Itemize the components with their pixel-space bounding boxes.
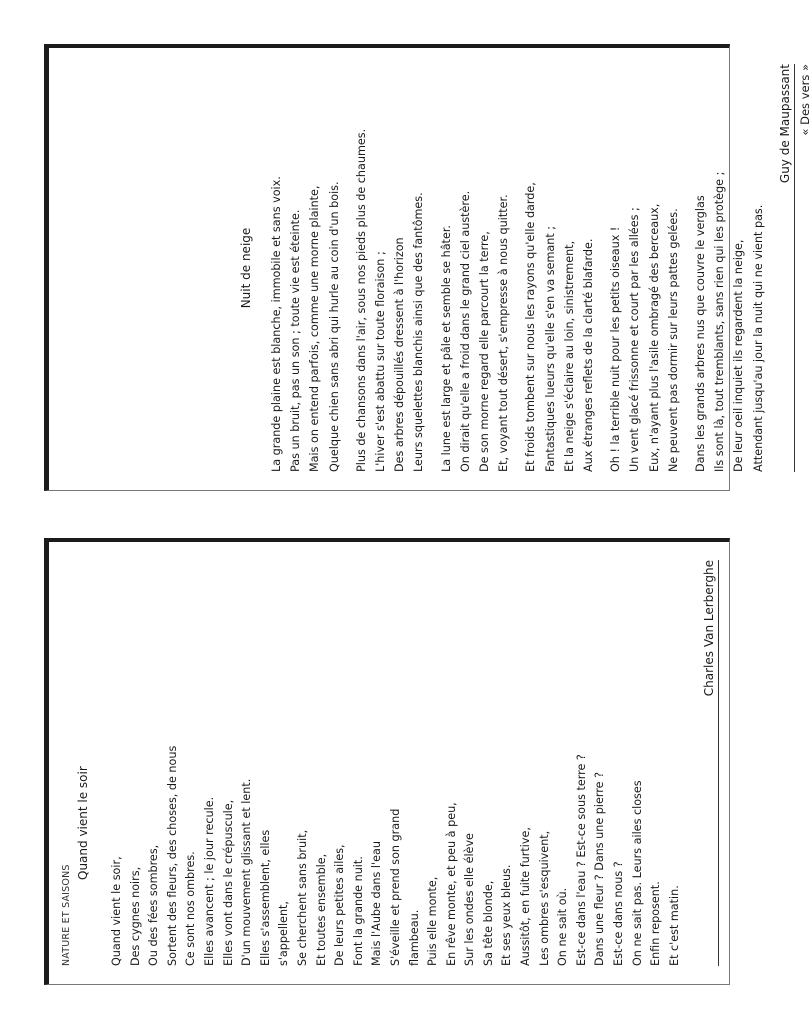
verse-line: Et, voyant tout désert, s'empresse à nous quitter. [497, 194, 511, 472]
verse-line: Elles avancent ; le jour recule. [202, 796, 216, 966]
verse-line: Plus de chansons dans l'air, sous nos pieds plus de chaumes. [354, 128, 368, 472]
verse-line: Puis elle monte, [426, 876, 440, 966]
verse-line: On ne sait pas. Leurs ailes closes [630, 780, 644, 966]
verse-line: Eux, n'ayant plus l'asile ombragé des berceaux, [647, 203, 661, 472]
verse-line: En rêve monte, et peu à peu, [444, 802, 458, 966]
verse-line: De leur oeil inquiet ils regardent la neige, [732, 239, 746, 472]
verse-line: Enfin reposent. [649, 881, 663, 966]
verse-line: La lune est large et pâle et semble se hâter. [439, 225, 453, 472]
verse-line: Font la grande nuit. [351, 856, 365, 966]
verse-line: Pas un bruit, pas un son ; toute vie est éteinte. [289, 209, 303, 472]
stanza [606, 64, 683, 472]
section-label: NATURE ET SAISONS [61, 864, 72, 966]
verse-line: Mais on entend parfois, comme une morne plainte, [308, 185, 322, 472]
verse-line: De leurs petites ailes, [333, 844, 347, 966]
verse-line: Et toutes ensemble, [314, 853, 328, 966]
verse-line: Sa tête blonde, [481, 880, 495, 966]
verse-line: Et la neige s'éclaire au loin, sinistrement, [562, 240, 576, 472]
verse-line: s'appellent, [277, 901, 291, 966]
verse-line: S'éveille et prend son grand [388, 808, 402, 966]
page-quand-vient-le-soir [44, 538, 730, 985]
verse-line: Attendant jusqu'au jour la nuit qui ne vient pas. [751, 204, 765, 472]
verse-line: Est-ce dans nous ? [612, 861, 626, 966]
verse-line: Est-ce dans l'eau ? Est-ce sous terre ? [574, 754, 588, 966]
verse-line: Quand vient le soir, [110, 856, 123, 966]
verse-line: D'un mouvement glissant et lent. [240, 778, 254, 966]
stanza [352, 64, 429, 472]
verse-line: Et c'est matin. [667, 885, 681, 966]
verse-line: Quelque chien sans abri qui hurle au coin d'un bois. [327, 181, 341, 472]
divider [718, 560, 719, 966]
stanza [437, 64, 514, 472]
verse-line: Elles vont dans le crépuscule, [221, 799, 235, 966]
verse-line: Leurs squelettes blanchis ainsi que des fantômes. [412, 192, 426, 472]
verse-line: Dans une fleur ? Dans une pierre ? [593, 771, 607, 966]
verse-line: On dirait qu'elle a froid dans le grand ciel austère. [458, 190, 472, 472]
poem-title: Quand vient le soir [76, 766, 90, 880]
collection-link[interactable]: « Des vers » [797, 64, 812, 136]
verse-line: Ils sont là, tout tremblants, sans rien qui les protège ; [713, 171, 727, 472]
poem-body [108, 646, 684, 966]
poem-title: Nuit de neige [239, 227, 253, 309]
verse-line: Mais l'Aube dans l'eau [370, 841, 384, 966]
poem-author: Guy de Maupassant [777, 64, 792, 184]
verse-line: Les ombres s'esquivent, [537, 830, 551, 966]
verse-line: flambeau. [407, 909, 421, 966]
poem-body [267, 64, 768, 472]
verse-line: Sortent des fleurs, des choses, de nous [165, 745, 179, 966]
verse-line: De son morne regard elle parcourt la terre, [478, 231, 492, 472]
page-nuit-de-neige [44, 44, 812, 491]
stanza [691, 64, 768, 472]
verse-line: Des arbres dépouillés dressent à l'horizon [393, 237, 407, 472]
verse-line: Aux étranges reflets de la clarté blafarde. [582, 238, 596, 472]
verse-line: On ne sait où. [556, 887, 570, 966]
stanza [521, 64, 598, 472]
verse-line: Dans les grands arbres nus que couvre le verglas [694, 195, 708, 472]
verse-line: Aussitôt, en fuite furtive, [519, 827, 533, 966]
verse-line: Oh ! la terrible nuit pour les petits oiseaux ! [609, 226, 623, 472]
divider [794, 64, 795, 472]
verse-line: Et ses yeux bleus. [500, 864, 514, 966]
verse-line: Ce sont nos ombres. [184, 851, 198, 966]
verse-line: L'hiver s'est abattu sur toute floraison ; [374, 251, 388, 472]
stanza [267, 64, 344, 472]
verse-line: Des cygnes noirs, [128, 866, 142, 966]
verse-line: Elles s'assemblent, elles [258, 829, 272, 966]
verse-line: Se cherchent sans bruit, [295, 829, 309, 966]
poem-author: Charles Van Lerberghe [702, 560, 716, 697]
verse-line: Ne peuvent pas dormir sur leurs pattes gelées. [666, 208, 680, 472]
verse-line: Et froids tombent sur nous les rayons qu'elle darde, [524, 182, 538, 472]
verse-line: Ou des fées sombres, [147, 844, 161, 966]
verse-line: Sur les ondes elle élève [463, 833, 477, 966]
verse-line: Un vent glacé frissonne et court par les allées ; [628, 207, 642, 472]
author-block [702, 560, 719, 966]
page-content [49, 542, 729, 984]
verse-line: Fantastiques lueurs qu'elle s'en va semant ; [543, 225, 557, 472]
page-content [49, 48, 812, 490]
verse-line: La grande plaine est blanche, immobile et sans voix. [270, 176, 283, 472]
